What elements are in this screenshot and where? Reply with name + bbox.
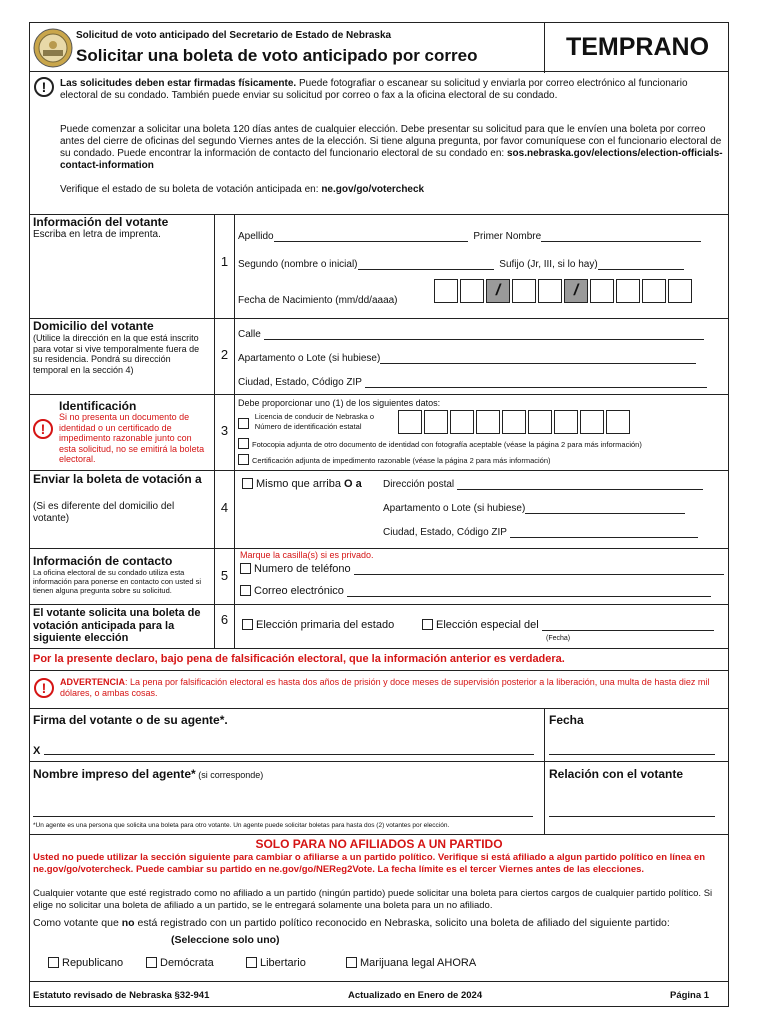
ciudad-field[interactable] — [365, 378, 707, 388]
s4-sub: (Si es diferente del domicilio del votante) — [33, 501, 175, 524]
party-checkbox[interactable] — [48, 957, 59, 968]
license-number-field[interactable] — [398, 410, 658, 434]
dob-slash: / — [564, 279, 588, 303]
s6-title: El votante solicita una boleta de votación anticipada para la siguiente elección — [33, 607, 201, 644]
s5-row2 — [240, 585, 711, 597]
dob-digit[interactable] — [616, 279, 640, 303]
section-3 — [30, 395, 728, 471]
photo-id-checkbox[interactable] — [238, 438, 249, 449]
email-private-checkbox[interactable] — [240, 585, 251, 596]
license-digit[interactable] — [580, 410, 604, 434]
s2-number — [214, 319, 235, 395]
s3-number-text: 3 — [220, 423, 229, 438]
s5-title: Información de contacto — [33, 554, 173, 568]
date-field[interactable] — [549, 745, 715, 755]
relationship-field[interactable] — [549, 807, 715, 817]
intro-warn-rest: Puede fotografiar o escanear su solicitud y enviarla por correo electrónico al funcionario electoral de su condado. También puede enviar su solicitud por correo o fax a la oficina electoral de su condado. — [60, 78, 688, 101]
advertencia-box — [29, 671, 729, 709]
s2-row3 — [238, 377, 707, 388]
s3-opt2 — [238, 438, 642, 450]
footer-center: Actualizado en Enero de 2024 — [348, 990, 483, 1001]
apt-field[interactable] — [380, 354, 696, 364]
license-digit[interactable] — [476, 410, 500, 434]
dob-slash: / — [486, 279, 510, 303]
nonaffiliated-title: SOLO PARA NO AFILIADOS A UN PARTIDO — [255, 837, 503, 851]
s5-number-text: 5 — [220, 568, 229, 583]
s2-sub: (Utilice la dirección en la que está inscrito para votar si vive temporalmente fuera de su residencia. Pondrá su dirección temporal en la sección 4) — [33, 333, 200, 375]
s2-row2 — [238, 353, 696, 364]
sufijo-field[interactable] — [598, 260, 684, 270]
license-digit[interactable] — [554, 410, 578, 434]
advertencia-text — [60, 677, 724, 699]
license-checkbox[interactable] — [238, 418, 249, 429]
impediment-checkbox[interactable] — [238, 454, 249, 465]
signature-divider — [544, 709, 545, 834]
s4-row2 — [383, 503, 685, 514]
header-title: Solicitar una boleta de voto anticipado por correo — [76, 46, 478, 65]
header-box — [29, 22, 729, 72]
section-2 — [30, 319, 728, 395]
footer-right: Página 1 — [670, 990, 710, 1001]
phone-field[interactable] — [354, 565, 724, 575]
impediment-label: Certificación adjunta de impedimento razonable (véase la página 2 para más información) — [252, 456, 551, 465]
party-checkbox[interactable] — [246, 957, 257, 968]
agent-footnote: *Un agente es una persona que solicita una boleta para otro votante. Un agente puede solicitar boletas para hasta dos (2) votantes por elección. — [33, 822, 450, 829]
dob-digit[interactable] — [512, 279, 536, 303]
x-label: X — [33, 745, 41, 757]
s4-ciudad-label: Ciudad, Estado, Código ZIP — [383, 527, 507, 538]
intro-p1 — [60, 78, 724, 102]
intro-p2-link[interactable]: sos.nebraska.gov/elections/election-officials-contact-information — [60, 148, 723, 171]
s5-number — [214, 549, 235, 605]
email-field[interactable] — [347, 587, 711, 597]
s1-number — [214, 215, 235, 319]
apt-label: Apartamento o Lote (si hubiese) — [238, 353, 381, 364]
s1-title: Información del votante — [33, 215, 169, 229]
special-election-label: Elección especial del — [436, 619, 539, 631]
dob-digit[interactable] — [642, 279, 666, 303]
license-digit[interactable] — [398, 410, 422, 434]
nonaffiliated-p1: Cualquier votante que esté registrado como no afiliado a un partido (ningún partido) puede solicitar una boleta para ciertos cargos de cualquier partido político. Si elige no solicitar una boleta de afiliado a un partido, se le entregará solamente una boleta para un no afiliado. — [33, 888, 713, 911]
dob-label: Fecha de Nacimiento (mm/dd/aaaa) — [238, 295, 398, 306]
section-4 — [30, 471, 728, 549]
license-digit[interactable] — [606, 410, 630, 434]
s2-number-text: 2 — [220, 347, 229, 362]
license-digit[interactable] — [424, 410, 448, 434]
calle-label: Calle — [238, 329, 261, 340]
s3-sub: Si no presenta un documento de identidad o un certificado de impedimento razonable junto con esta solicitud, no se emitirá la boleta electoral. — [59, 412, 205, 464]
nombre-note: (si corresponde) — [195, 770, 264, 780]
section-6 — [30, 605, 728, 648]
license-digit[interactable] — [450, 410, 474, 434]
intro-p3-link[interactable]: ne.gov/go/votercheck — [321, 184, 425, 195]
s6-primary — [242, 619, 394, 631]
relacion-label: Relación con el votante — [549, 767, 684, 781]
calle-field[interactable] — [264, 330, 704, 340]
header-subtitle: Solicitud de voto anticipado del Secretario de Estado de Nebraska — [76, 30, 392, 41]
s4-row3 — [383, 527, 698, 538]
party-checkbox[interactable] — [146, 957, 157, 968]
s4-ciudad-field[interactable] — [510, 528, 698, 538]
party-label: Republicano — [62, 957, 124, 969]
id-warning-icon: ! — [33, 419, 53, 439]
party-republicano[interactable] — [48, 957, 123, 969]
s6-fecha: (Fecha) — [546, 635, 571, 642]
primer-nombre-label: Primer Nombre — [473, 231, 542, 242]
declaration-box — [29, 649, 729, 671]
s4-same — [242, 478, 362, 490]
intro-warn-bold: Las solicitudes deben estar firmadas físicamente. — [60, 78, 297, 89]
s4-row1 — [383, 479, 703, 490]
signature-hdivider — [30, 761, 728, 762]
dob-field[interactable] — [434, 279, 724, 303]
s3-title: Identificación — [59, 399, 137, 413]
s2-title: Domicilio del votante — [33, 319, 154, 333]
license-label — [255, 412, 374, 432]
s4-apt-field[interactable] — [525, 504, 685, 514]
license-digit[interactable] — [528, 410, 552, 434]
same-as-above-label: Mismo que arriba — [256, 478, 341, 490]
s5-private: Marque la casilla(s) si es privado. — [240, 550, 374, 560]
declaration-text: Por la presente declaro, bajo pena de falsificación electoral, que la información anterior es verdadera. — [33, 653, 565, 665]
temprano-badge: TEMPRANO — [544, 23, 730, 73]
s4-number — [214, 471, 235, 549]
advertencia-body: : La pena por falsificación electoral es hasta dos años de prisión y doce meses de supervisión posterior a la liberación, una multa de hasta diez mil dólares, o ambas cosas. — [60, 677, 710, 698]
photo-id-label: Fotocopia adjunta de otro documento de identidad con fotografía aceptable (véase la página 2 para más información) — [252, 440, 642, 449]
intro-p2 — [60, 124, 724, 172]
s6-number-text: 6 — [220, 612, 229, 627]
nonaffiliated-red: Usted no puede utilizar la sección siguiente para cambiar o afiliarse a un partido político. Verifique si está afiliado a algun partido político en línea en ne.gov/go/votercheck. Puede cambiar su partido en ne.gov/go/NEReg2Vote. La fecha límite es el tercer Viernes antes de las elecciones. — [33, 852, 706, 875]
dob-digit[interactable] — [668, 279, 692, 303]
dob-digit[interactable] — [538, 279, 562, 303]
s1-row1 — [238, 231, 726, 242]
primary-election-label: Elección primaria del estado — [256, 619, 395, 631]
footer-left: Estatuto revisado de Nebraska §32-941 — [33, 990, 210, 1001]
intro-p3-text: Verifique el estado de su boleta de votación anticipada en: — [60, 184, 322, 195]
special-election-checkbox[interactable] — [422, 619, 433, 630]
intro-box — [29, 72, 729, 215]
s1-row2 — [238, 259, 726, 270]
s5-row1 — [240, 563, 724, 575]
license-label-a: Licencia de conducir de Nebraska o — [254, 412, 375, 421]
intro-p3 — [60, 184, 724, 195]
party-label: Demócrata — [160, 957, 214, 969]
s4-title: Enviar la boleta de votación a — [33, 472, 202, 486]
party-label: Libertario — [260, 957, 306, 969]
s1-sub: Escriba en letra de imprenta. — [33, 229, 161, 240]
phone-private-checkbox[interactable] — [240, 563, 251, 574]
dob-digit[interactable] — [460, 279, 484, 303]
ciudad-label: Ciudad, Estado, Código ZIP — [238, 377, 362, 388]
p2-c: está registrado con un partido político reconocido en Nebraska, solicito una boleta de afiliado del siguiente partido: — [134, 917, 670, 929]
agent-name-field[interactable] — [33, 807, 533, 817]
p2-b: no — [121, 917, 135, 929]
s3-opt3 — [238, 454, 551, 466]
section-1 — [30, 215, 728, 319]
same-as-above-checkbox[interactable] — [242, 478, 253, 489]
postal-label: Dirección postal — [383, 479, 455, 490]
segundo-field[interactable] — [358, 260, 494, 270]
s5-sub: La oficina electoral de su condado utiliza esta información para ponerse en contacto con usted si tienen alguna pregunta sobre su solicitud. — [33, 568, 202, 595]
nonaffiliated-box — [29, 835, 729, 982]
phone-label: Numero de teléfono — [254, 563, 351, 575]
postal-field[interactable] — [457, 480, 703, 490]
or-label: O a — [344, 478, 362, 490]
s3-number — [214, 395, 235, 471]
s4-number-text: 4 — [220, 500, 229, 515]
dob-digit[interactable] — [434, 279, 458, 303]
s3-provide: Debe proporcionar uno (1) de los siguientes datos: — [238, 398, 441, 408]
apellido-label: Apellido — [238, 231, 274, 242]
license-label-b: Número de identificación estatal — [254, 422, 362, 431]
p2-a: Como votante que — [33, 917, 122, 929]
sufijo-label: Sufijo (Jr, III, si lo hay) — [499, 259, 598, 270]
party-marijuana[interactable] — [346, 957, 476, 969]
primer-nombre-field[interactable] — [541, 232, 701, 242]
intro-p2-text: Puede comenzar a solicitar una boleta 120 días antes de cualquier elección. Debe presentar su solicitud para que le envíen una boleta por correo antes del cierre de oficinas del segundo Viernes antes de la elección. Si tiene alguna pregunta, por favor comuníquese con el funcionario electoral de su condado. Puede encontrar la información de contacto del funcionario electoral de su condado en: — [60, 124, 722, 159]
signature-field[interactable] — [44, 745, 534, 755]
firma-label: Firma del votante o de su agente*. — [33, 713, 228, 727]
party-democrata[interactable] — [146, 957, 214, 969]
signature-box — [29, 709, 729, 835]
nombre-label: Nombre impreso del agente* — [33, 767, 196, 781]
fecha-label: Fecha — [549, 713, 584, 727]
license-digit[interactable] — [502, 410, 526, 434]
s4-apt-label: Apartamento o Lote (si hubiese) — [383, 503, 526, 514]
warning-icon: ! — [34, 77, 54, 97]
s3-opt1 — [238, 412, 374, 432]
party-label: Marijuana legal AHORA — [360, 957, 477, 969]
nebraska-seal-icon — [33, 28, 73, 68]
nonaffiliated-p2 — [33, 917, 725, 930]
s6-number — [214, 605, 235, 648]
email-label: Correo electrónico — [254, 585, 344, 597]
s6-special — [422, 619, 714, 631]
advertencia-label: ADVERTENCIA — [60, 677, 126, 687]
select-one-label: (Seleccione solo uno) — [171, 934, 280, 946]
special-election-date-field[interactable] — [542, 621, 714, 631]
party-checkbox[interactable] — [346, 957, 357, 968]
s1-number-text: 1 — [220, 254, 229, 269]
segundo-label: Segundo (nombre o inicial) — [238, 259, 358, 270]
form-page — [29, 22, 729, 1007]
advertencia-icon: ! — [34, 678, 54, 698]
primary-election-checkbox[interactable] — [242, 619, 253, 630]
sections-box — [29, 215, 729, 649]
dob-digit[interactable] — [590, 279, 614, 303]
nombre-agent-label — [33, 767, 263, 781]
apellido-field[interactable] — [274, 232, 468, 242]
footer-box — [29, 982, 729, 1007]
s2-row1 — [238, 329, 704, 340]
section-5 — [30, 549, 728, 605]
party-libertario[interactable] — [246, 957, 306, 969]
